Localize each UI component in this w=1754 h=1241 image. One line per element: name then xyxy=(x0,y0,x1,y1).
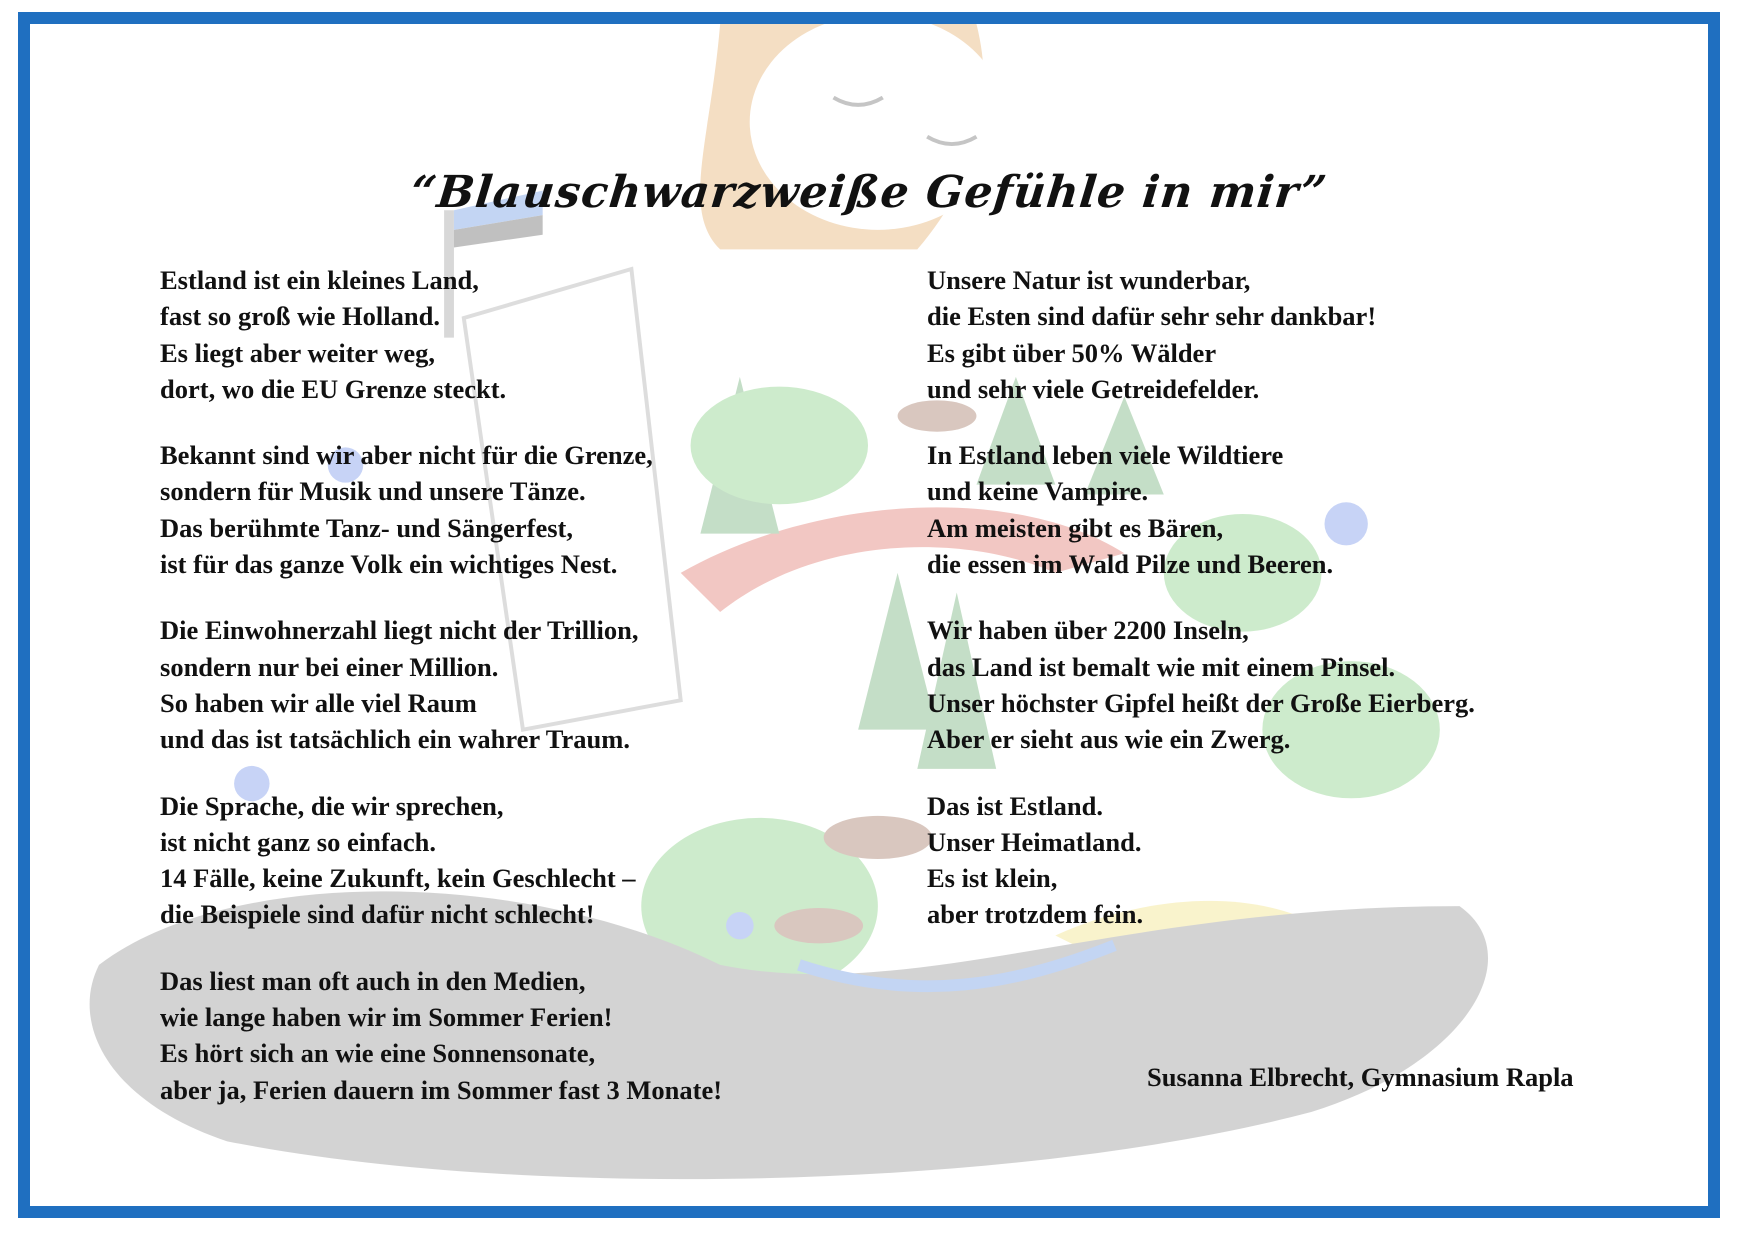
poem-line: Es ist klein, xyxy=(927,863,1058,894)
poem-line: Es gibt über 50% Wälder xyxy=(927,337,1217,368)
poem-stanza xyxy=(160,788,722,933)
poem-stanza xyxy=(160,437,722,582)
poem-line: sondern nur bei einer Million. xyxy=(160,651,499,682)
poem-line: Bekannt sind wir aber nicht für die Grenze, xyxy=(160,440,653,471)
poem-line: die Beispiele sind dafür nicht schlecht! xyxy=(160,899,595,930)
poem-stanza xyxy=(927,612,1475,757)
poem-line: und keine Vampire. xyxy=(927,476,1149,507)
author-signature: Susanna Elbrecht, Gymnasium Rapla xyxy=(1147,1062,1574,1092)
poem-line: und das ist tatsächlich ein wahrer Traum. xyxy=(160,724,630,755)
poem-line: ist nicht ganz so einfach. xyxy=(160,826,437,857)
poem-line: Das ist Estland. xyxy=(927,790,1103,821)
poem-line: Unsere Natur ist wunderbar, xyxy=(927,265,1251,295)
poem-line: fast so groß wie Holland. xyxy=(160,301,440,332)
flower-4 xyxy=(726,912,754,939)
poem-line: Die Einwohnerzahl liegt nicht der Trillion, xyxy=(160,615,639,646)
poem-stanza xyxy=(160,963,722,1108)
poem-line: Aber er sieht aus wie ein Zwerg. xyxy=(927,724,1291,755)
poem-line: aber trotzdem fein. xyxy=(927,899,1144,930)
poem-line: dort, wo die EU Grenze steckt. xyxy=(160,373,507,404)
poem-line: Es liegt aber weiter weg, xyxy=(160,337,435,368)
poem-line: In Estland leben viele Wildtiere xyxy=(927,440,1284,471)
poem-line: Es hört sich an wie eine Sonnensonate, xyxy=(160,1038,596,1069)
poem-line: das Land ist bemalt wie mit einem Pinsel. xyxy=(927,651,1396,682)
poem-line: 14 Fälle, keine Zukunft, kein Geschlecht – xyxy=(160,863,636,894)
poem-left-column xyxy=(160,262,722,1138)
poem-line: Unser Heimatland. xyxy=(927,826,1142,857)
poem-line: Das liest man oft auch in den Medien, xyxy=(160,965,586,996)
tree-4 xyxy=(858,573,937,730)
poem-line: die Esten sind dafür sehr sehr dankbar! xyxy=(927,301,1377,332)
poem-line: Unser höchster Gipfel heißt der Große Eierberg. xyxy=(927,687,1475,718)
poem-line: ist für das ganze Volk ein wichtiges Nest. xyxy=(160,549,618,580)
mushroom-cap-3 xyxy=(774,908,863,943)
poem-line: wie lange haben wir im Sommer Ferien! xyxy=(160,1002,613,1033)
poem-line: So haben wir alle viel Raum xyxy=(160,687,477,718)
poem-stanza xyxy=(927,788,1475,933)
poem-stanza xyxy=(160,612,722,757)
poem-title: “Blauschwarzweiße Gefühle in mir” xyxy=(408,167,1330,218)
poem-line: Die Sprache, die wir sprechen, xyxy=(160,790,504,821)
page-frame xyxy=(18,12,1720,1218)
poem-line: aber ja, Ferien dauern im Sommer fast 3 Monate! xyxy=(160,1074,723,1105)
mushroom-cap-2 xyxy=(824,816,932,859)
poem-line: und sehr viele Getreidefelder. xyxy=(927,373,1260,404)
poem-line: Das berühmte Tanz- und Sängerfest, xyxy=(160,512,574,543)
poem-right-column xyxy=(927,262,1475,963)
poem-stanza xyxy=(927,262,1475,407)
poem-line: sondern für Musik und unsere Tänze. xyxy=(160,476,586,507)
poem-line: die essen im Wald Pilze und Beeren. xyxy=(927,549,1334,580)
poem-line: Estland ist ein kleines Land, xyxy=(160,265,479,295)
poem-line: Am meisten gibt es Bären, xyxy=(927,512,1224,543)
poem-stanza xyxy=(927,437,1475,582)
poem-line: Wir haben über 2200 Inseln, xyxy=(927,615,1249,646)
poem-stanza xyxy=(160,262,722,407)
